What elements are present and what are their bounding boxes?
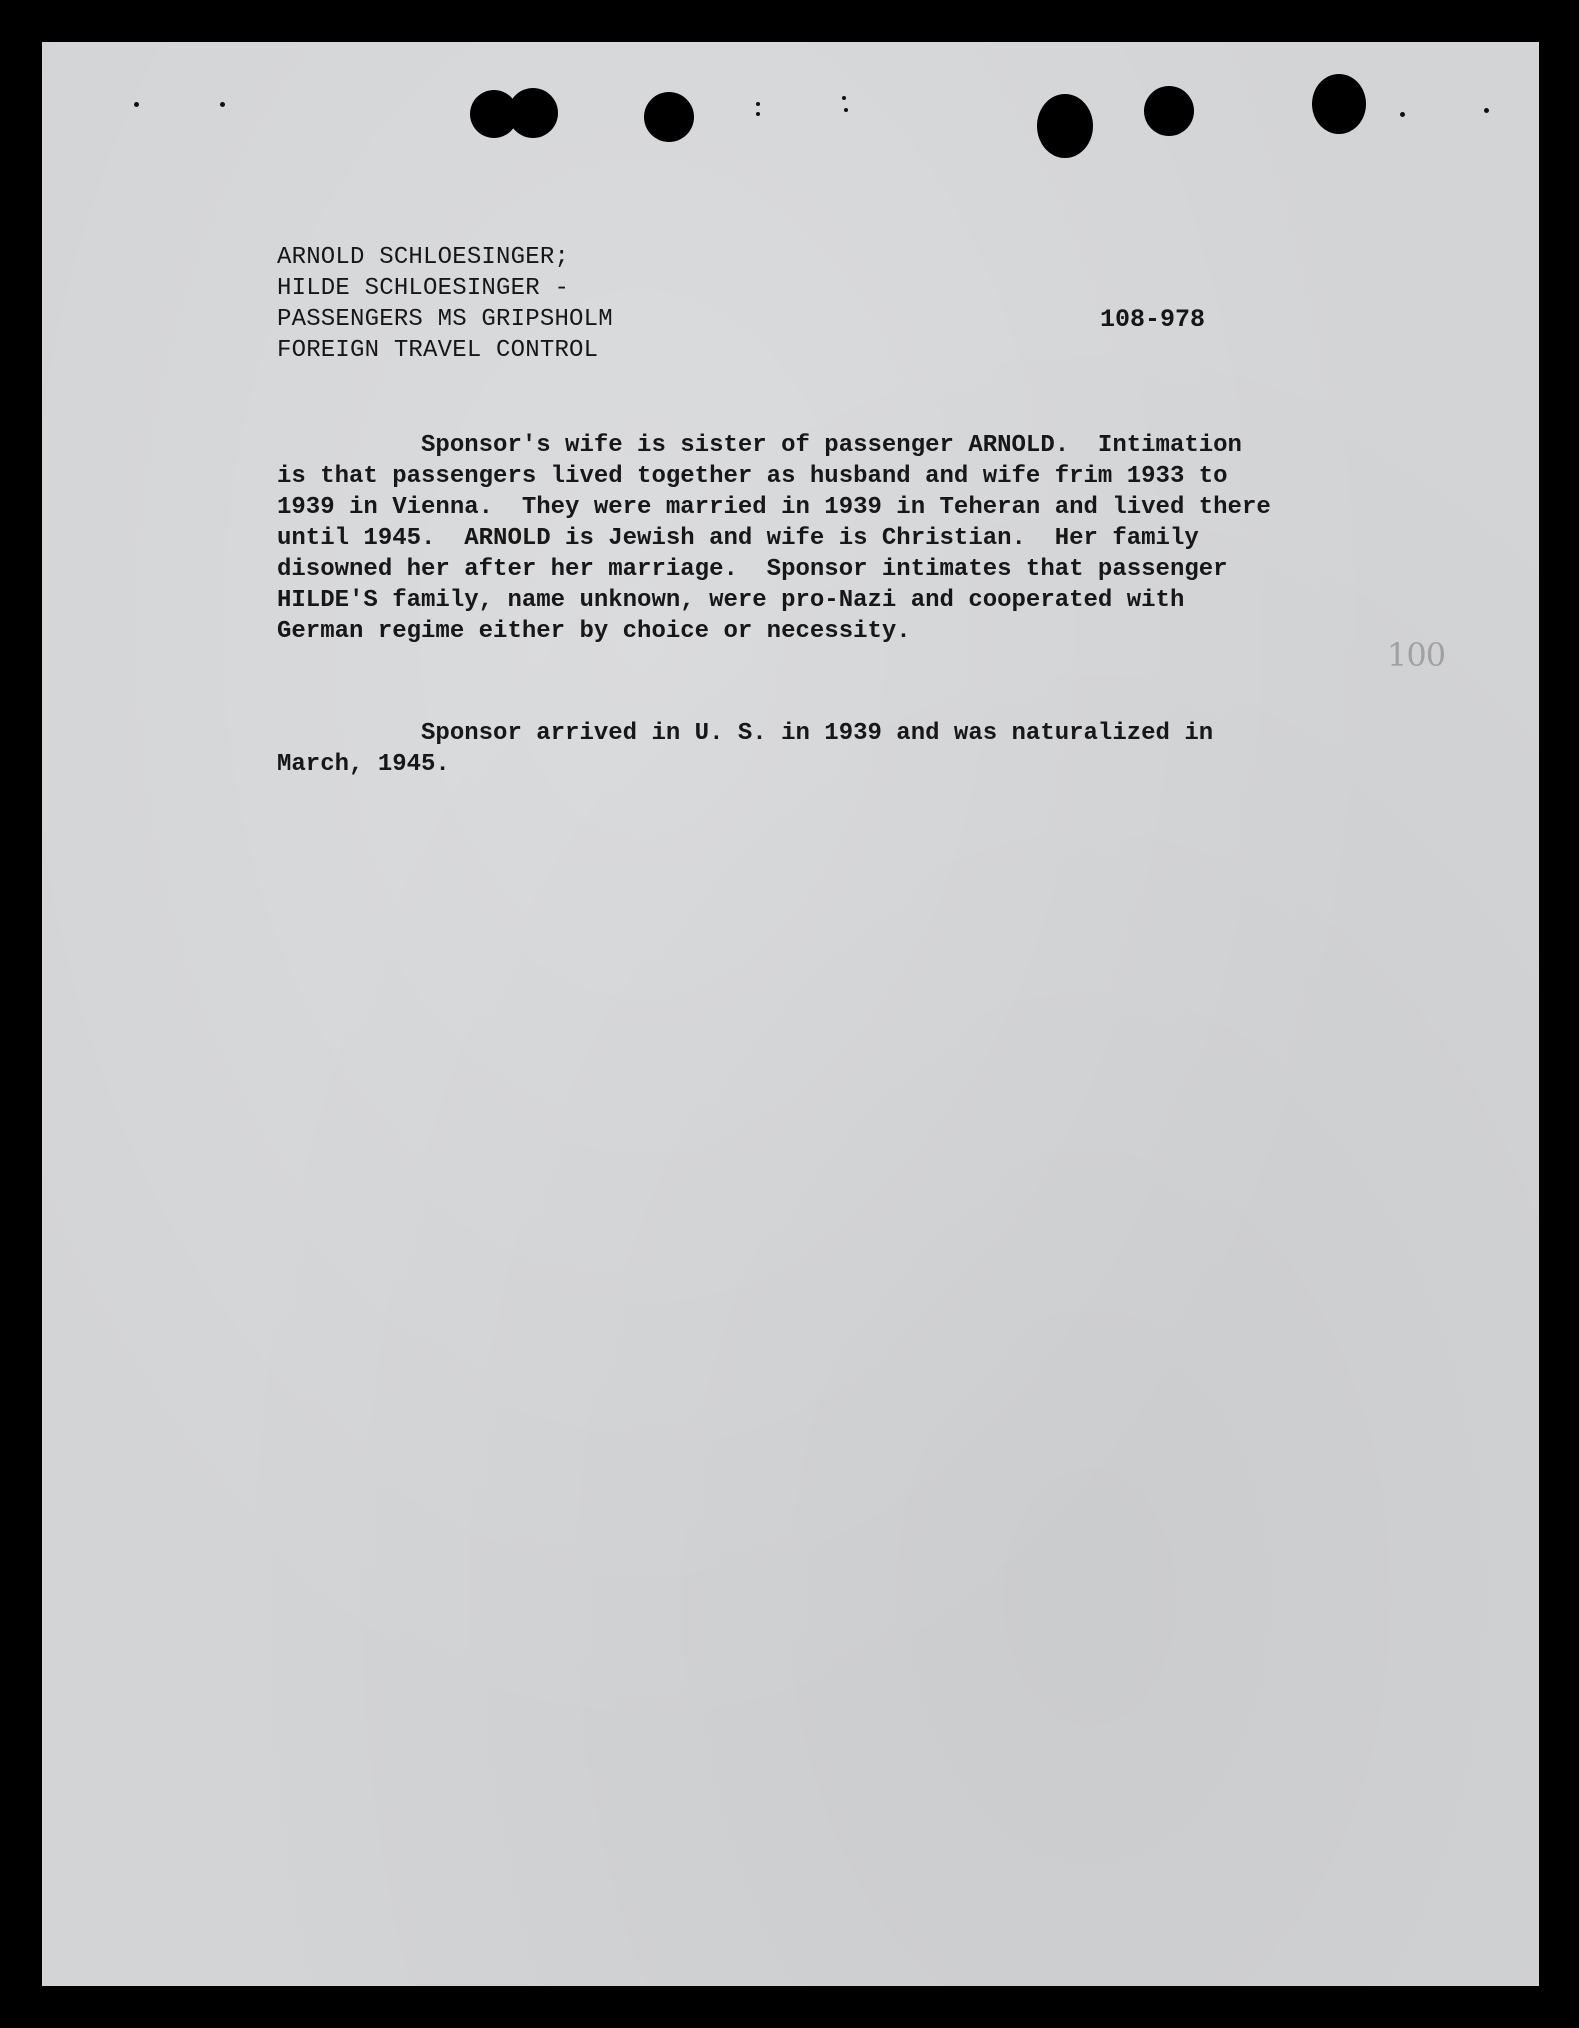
punch-hole [644, 92, 694, 142]
text-line: Sponsor arrived in U. S. in 1939 and was naturalized in [277, 720, 1214, 747]
speck [220, 102, 225, 107]
heading-line: ARNOLD SCHLOESINGER; [277, 244, 570, 271]
punch-hole [1144, 86, 1194, 136]
paragraph [277, 718, 1407, 780]
text-line: until 1945. ARNOLD is Jewish and wife is Christian. Her family [277, 525, 1199, 552]
heading-block [277, 242, 613, 366]
file-number: 108-978 [1100, 305, 1206, 334]
speck [756, 102, 760, 106]
heading-line: HILDE SCHLOESINGER - [277, 275, 570, 302]
text-line: March, 1945. [277, 751, 450, 778]
document-page [42, 42, 1539, 1986]
text-line: 1939 in Vienna. They were married in 1939 in Teheran and lived there [277, 494, 1271, 521]
text-line: disowned her after her marriage. Sponsor intimates that passenger [277, 556, 1228, 583]
paragraph [277, 430, 1407, 647]
speck [844, 108, 848, 112]
speck [1484, 108, 1489, 113]
punch-hole [508, 88, 558, 138]
speck [134, 102, 139, 107]
punch-hole [1312, 74, 1366, 134]
text-line: German regime either by choice or necessity. [277, 618, 911, 645]
page-stamp: 100 [1387, 636, 1446, 674]
text-line: Sponsor's wife is sister of passenger ARNOLD. Intimation [277, 432, 1242, 459]
speck [1400, 112, 1405, 117]
text-line: is that passengers lived together as husband and wife frim 1933 to [277, 463, 1228, 490]
speck [842, 96, 846, 100]
text-line: HILDE'S family, name unknown, were pro-Nazi and cooperated with [277, 587, 1185, 614]
heading-line: FOREIGN TRAVEL CONTROL [277, 337, 599, 364]
heading-line: PASSENGERS MS GRIPSHOLM [277, 306, 613, 333]
punch-hole [1037, 94, 1093, 158]
speck [756, 112, 760, 116]
